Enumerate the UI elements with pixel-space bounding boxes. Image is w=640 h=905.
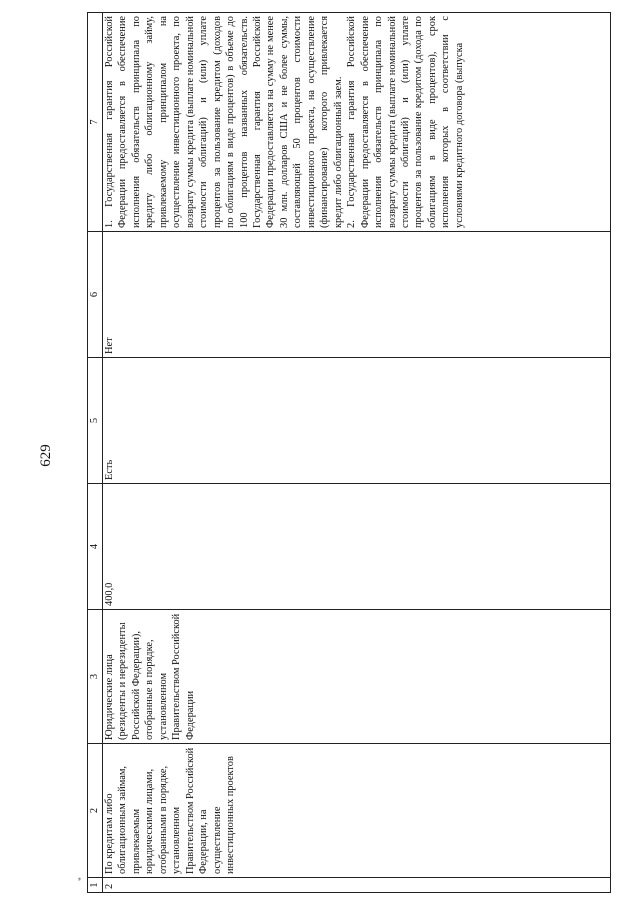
guarantee-table-rotated: [87, 13, 611, 893]
header-col-1: 1: [88, 878, 103, 893]
header-col-7: 7: [88, 13, 103, 232]
header-col-4: 4: [88, 484, 103, 610]
guarantee-table: [87, 12, 611, 893]
page-number-text: 629: [37, 443, 54, 467]
header-row: [88, 13, 103, 893]
cell-row-number: 2: [103, 878, 611, 893]
cell-purpose: По кредитам либо облигационным займам, привлекаемым юридическими лицами, отобранными в порядке, установленном Правительством Российской Федерации, на осуществление инвестиционных проектов: [103, 744, 611, 878]
header-col-6: 6: [88, 232, 103, 358]
cell-conditions: [103, 13, 611, 232]
cell-collateral: Нет: [103, 232, 611, 358]
cell-regress-right: Есть: [103, 358, 611, 484]
stray-mark: ": [76, 877, 87, 881]
cell-amount: 400,0: [103, 484, 611, 610]
header-col-2: 2: [88, 744, 103, 878]
header-col-5: 5: [88, 358, 103, 484]
cell-principal: Юридические лица (резиденты и нерезиденты Российской Федерации), отобранные в порядке, установленном Правительством Российской Федерации: [103, 610, 611, 744]
condition-item-1: 1. Государственная гарантия Российской Федерации предоставляется в обеспечение исполнения обязательств принципала по кредиту либо облигационному займу, привлекаемому принципалом на осуществление инвестиционного проекта, по возврату суммы кредита (выплате номинальной стоимости облигаций) и (или) уплате процентов за пользование кредитом (доходов по облигациям в виде процентов) в объеме до 100 процентов названных обязательств. Государственная гарантия Российской Федерации предоставляется на сумму не менее 30 млн. долларов США и не более суммы, составляющей 50 процентов стоимости инвестиционного проекта, на осуществление (финансирование) которого привлекается кредит либо облигационный заем.: [104, 16, 344, 228]
header-col-3: 3: [88, 610, 103, 744]
condition-item-2: 2. Государственная гарантия Российской Федерации предоставляется в обеспечение исполнения обязательств принципала по возврату суммы кредита (выплате номинальной стоимости облигаций) и (или) уплате процентов за пользование кредитом (дохода по облигациям в виде процентов), срок исполнения которых в соответствии с условиями кредитного договора (выпуска: [346, 16, 465, 228]
page-number: [36, 440, 56, 470]
table-row: [103, 13, 611, 893]
